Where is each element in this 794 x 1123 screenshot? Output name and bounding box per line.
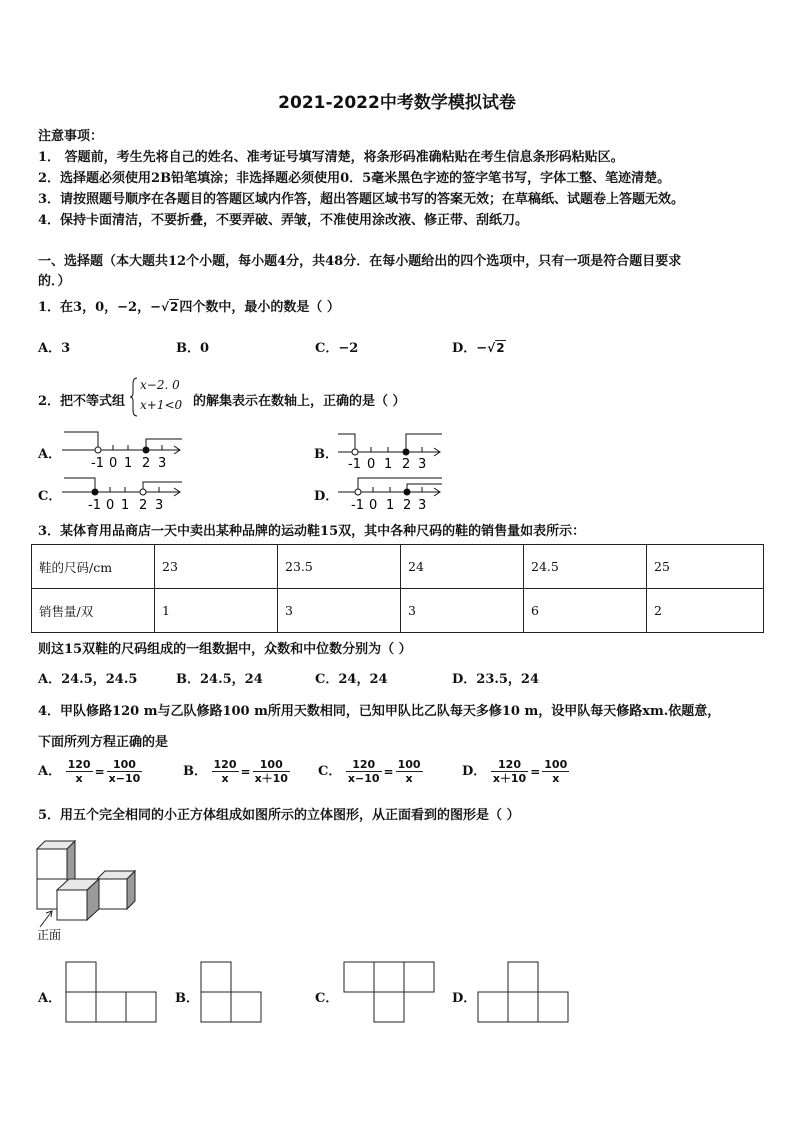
- equals-sign: =: [530, 764, 541, 779]
- question-3: 3．某体育用品商店一天中卖出某种品牌的运动鞋15双，其中各种尺码的鞋的销售量如表所示：: [38, 524, 586, 539]
- table-cell: 23: [155, 545, 278, 589]
- tick-label: 3: [158, 456, 167, 470]
- tick-label: 0: [369, 498, 378, 513]
- numerator: 100: [107, 758, 143, 772]
- tick-label: -1: [91, 456, 104, 470]
- question-4: 4．甲队修路120 m与乙队修路100 m所用天数相同，已知甲队比乙队每天多修10 m，设甲队每天修路xm.依题意，: [38, 704, 721, 719]
- q3-option-a[interactable]: A．24.5，24.5: [38, 672, 138, 687]
- denominator: x−10: [108, 772, 141, 785]
- equals-sign: =: [94, 764, 105, 779]
- section-heading: 一、选择题（本大题共12个小题，每小题4分，共48分．在每小题给出的四个选项中，只有一项是符合题目要求: [38, 254, 682, 269]
- tick-label: 3: [418, 498, 427, 513]
- table-cell: 2: [647, 589, 764, 633]
- numerator: 120: [213, 758, 237, 771]
- q4-option-c[interactable]: [318, 758, 423, 785]
- notice-item-4: 4．保持卡面清洁，不要折叠，不要弄破、弄皱，不准使用涂改液、修正带、刮纸刀。: [38, 213, 529, 228]
- number-line-c: [62, 474, 184, 514]
- tick-label: -1: [88, 498, 101, 513]
- table-cell: 23.5: [278, 545, 401, 589]
- denominator: x: [552, 772, 560, 785]
- tick-label: 2: [142, 456, 151, 470]
- numerator: 100: [397, 758, 421, 771]
- page-title: 2021-2022中考数学模拟试卷: [278, 93, 516, 113]
- table-header-cell: 鞋的尺码/cm: [32, 545, 155, 589]
- denominator: x: [405, 772, 413, 785]
- fraction: [491, 758, 528, 785]
- q4-option-a[interactable]: [38, 758, 142, 785]
- table-cell: 25: [647, 545, 764, 589]
- tick-label: 1: [384, 457, 393, 472]
- denominator: x＋10: [254, 772, 288, 785]
- q5-option-c[interactable]: C．: [315, 991, 339, 1006]
- q2-option-c[interactable]: C．: [38, 489, 62, 504]
- denominator: x＋10: [492, 772, 527, 785]
- inequality-1: x−2. 0: [140, 378, 180, 392]
- fraction: [212, 758, 239, 785]
- q2-option-b[interactable]: B．: [314, 447, 338, 462]
- question-1-suffix: 四个数中，最小的数是（ ）: [179, 300, 340, 315]
- numerator: 120: [491, 758, 528, 772]
- sqrt-symbol: √2: [487, 341, 505, 355]
- q3-option-b[interactable]: B．24.5，24: [176, 672, 263, 687]
- view-option-b: [199, 960, 263, 1024]
- fraction: [107, 758, 143, 785]
- denominator: x: [221, 772, 229, 785]
- tick-label: 3: [155, 498, 164, 513]
- front-label: 正面: [37, 928, 62, 942]
- tick-label: 2: [402, 457, 411, 472]
- shoe-size-table: [31, 544, 764, 633]
- notice-item-2: 2．选择题必须使用2B铅笔填涂；非选择题必须使用0．5毫米黑色字迹的签字笔书写，字体工整、笔迹清楚。: [38, 171, 671, 186]
- q3-option-c[interactable]: C．24，24: [315, 672, 388, 687]
- section-heading-cont: 的．）: [38, 274, 71, 289]
- fraction: [346, 758, 382, 785]
- question-3-prompt: 则这15双鞋的尺码组成的一组数据中，众数和中位数分别为（ ）: [38, 642, 412, 657]
- table-cell: 6: [524, 589, 647, 633]
- tick-label: 3: [418, 457, 427, 472]
- number-line-b: [338, 430, 444, 472]
- tick-label: 1: [121, 498, 130, 513]
- numerator: 100: [544, 758, 568, 771]
- equals-sign: =: [383, 764, 394, 779]
- sqrt-radicand: 2: [496, 341, 505, 355]
- tick-label: 0: [106, 498, 115, 513]
- q1-option-c[interactable]: C．−2: [315, 341, 359, 356]
- q4-option-d[interactable]: [462, 758, 569, 785]
- number-line-d: [338, 474, 444, 514]
- tick-label: 0: [109, 456, 118, 470]
- fraction: [396, 758, 423, 785]
- table-row: [32, 589, 764, 633]
- table-cell: 3: [278, 589, 401, 633]
- q2-option-a[interactable]: A．: [38, 447, 62, 462]
- fraction: [253, 758, 290, 785]
- q5-option-d[interactable]: D．: [452, 991, 477, 1006]
- tick-label: -1: [351, 498, 364, 513]
- equals-sign: =: [240, 764, 251, 779]
- tick-label: 2: [403, 498, 412, 513]
- numerator: 100: [253, 758, 290, 772]
- q4-option-c-label: C．: [318, 764, 342, 779]
- tick-label: 2: [139, 498, 148, 513]
- table-cell: 3: [401, 589, 524, 633]
- tick-label: 1: [386, 498, 395, 513]
- q4-option-b-label: B．: [183, 764, 207, 779]
- question-4-cont: 下面所列方程正确的是: [38, 735, 169, 750]
- table-cell: 24: [401, 545, 524, 589]
- q1-option-a[interactable]: A．3: [38, 341, 71, 356]
- q4-option-d-label: D．: [462, 764, 487, 779]
- numerator: 120: [67, 758, 91, 771]
- table-header-cell: 销售量/双: [32, 589, 155, 633]
- denominator: x−10: [347, 772, 380, 785]
- table-cell: 24.5: [524, 545, 647, 589]
- q5-option-a[interactable]: A．: [38, 991, 62, 1006]
- tick-label: 1: [124, 456, 133, 470]
- fraction: [542, 758, 569, 785]
- tick-label: -1: [348, 457, 361, 472]
- inequality-system: [129, 376, 193, 418]
- q1-option-d[interactable]: [452, 337, 506, 356]
- question-2: [38, 390, 125, 409]
- question-1-prefix: 1．在3，0，−2，−: [38, 300, 161, 315]
- sqrt-symbol: √2: [160, 300, 179, 314]
- notice-item-3: 3．请按照题号顺序在各题目的答题区域内作答，超出答题区域书写的答案无效；在草稿纸、试题卷上答题无效。: [38, 192, 685, 207]
- view-option-c: [342, 960, 436, 1024]
- question-2-suffix: 的解集表示在数轴上，正确的是（ ）: [193, 394, 406, 409]
- table-row: [32, 545, 764, 589]
- q4-option-a-label: A．: [38, 764, 62, 779]
- q1-option-d-label: D．−: [452, 341, 488, 356]
- tick-label: 0: [367, 457, 376, 472]
- notice-heading: 注意事项：: [38, 129, 104, 144]
- view-option-a: [64, 960, 158, 1024]
- question-1: [38, 296, 340, 315]
- question-2-prefix: 2．把不等式组: [38, 394, 126, 409]
- numerator: 120: [346, 758, 382, 772]
- q3-option-d[interactable]: D．23.5，24: [452, 672, 540, 687]
- q5-option-b[interactable]: B．: [175, 991, 199, 1006]
- sqrt-radicand: 2: [169, 300, 179, 314]
- number-line-a: [62, 428, 184, 470]
- brace-icon: [129, 376, 139, 418]
- question-5: 5．用五个完全相同的小正方体组成如图所示的立体图形，从正面看到的图形是（ ）: [38, 808, 520, 823]
- view-option-d: [476, 960, 570, 1024]
- q4-option-b[interactable]: [183, 758, 290, 785]
- inequality-2: x+1<0: [140, 398, 183, 412]
- q1-option-b[interactable]: B．0: [176, 341, 210, 356]
- fraction: [66, 758, 93, 785]
- cube-figure: [33, 835, 145, 945]
- denominator: x: [75, 772, 83, 785]
- notice-item-1: 1． 答题前，考生先将自己的姓名、准考证号填写清楚，将条形码准确粘贴在考生信息条形码粘贴区。: [38, 150, 624, 165]
- table-cell: 1: [155, 589, 278, 633]
- q2-option-d[interactable]: D．: [314, 489, 339, 504]
